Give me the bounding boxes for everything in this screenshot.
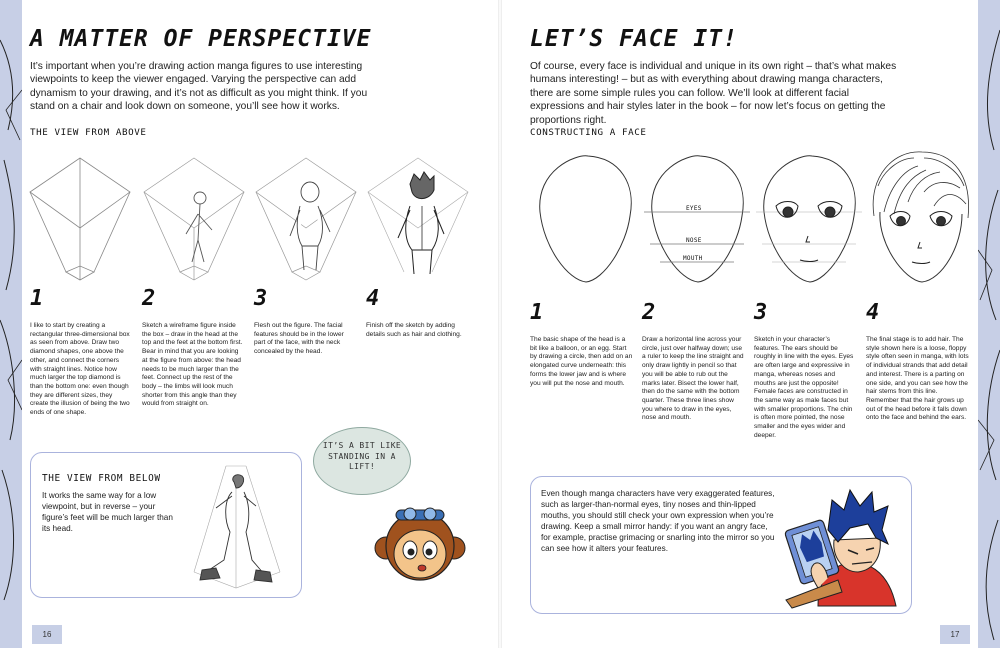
above-step-2-text: Sketch a wireframe figure inside the box – draw in the head at the top and the feet at the bottom first. Bear in mind that you are looking at the figure from above: the head needs to be much larger than the feet. Connect up the rest of the body – the limbs will look much shorter from this angle than they would from straight on. <box>142 322 243 408</box>
right-margin-art <box>978 0 1000 648</box>
face-sketch-2 <box>640 150 752 290</box>
face-step-1-number: 1 <box>530 300 544 325</box>
right-page-number: 17 <box>940 625 970 644</box>
face-sketch-1 <box>528 150 640 290</box>
face-step-3-text: Sketch in your character’s features. The ears should be roughly in line with the eyes. Eyes are often large and expressive in manga, whereas noses and mouths are just the opposite! Female faces are constructed in the same way as male faces but with smaller proportions. The chin is often more pointed, the nose smaller and the eyes wider and deeper. <box>754 336 854 439</box>
sketch-box-3 <box>252 150 360 290</box>
left-page-number: 16 <box>32 625 62 644</box>
face-sketch-3 <box>752 150 864 290</box>
above-step-4-text: Finish off the sketch by adding details such as hair and clothing. <box>366 322 462 338</box>
face-step-3-number: 3 <box>754 300 768 325</box>
right-page-intro: Of course, every face is individual and unique in its own right – that’s what makes humans interesting! – but as with everything about drawing manga characters, there are some simple rules you can follow. We’ll look at different facial expressions and hair styles later in the book – for now let’s focus on getting the proportions right. <box>530 61 897 126</box>
view-from-below-text: It works the same way for a low viewpoint, but in reverse – your figure’s feet will be much larger than its head. <box>42 491 173 533</box>
face-step-2-number: 2 <box>642 300 656 325</box>
above-step-2-number: 2 <box>142 286 156 311</box>
left-page-intro: It’s important when you’re drawing action manga figures to use interesting viewpoints to keep the viewer engaged. Varying the perspective can add dynamism to your drawing, and it’s not as difficult as you might think. If you stand on a chair and look down on someone, you’ll see how it works. <box>30 61 368 113</box>
above-step-1-text: I like to start by creating a rectangular three-dimensional box as seen from above. Draw two diamond shapes, one above the other, and connect the corners with straight lines. Notice how much larger the top diamond is than the bottom one: even though they are different sizes, they create the illusion of being the two ends of one shape. <box>30 322 130 417</box>
face-step-1-text: The basic shape of the head is a bit like a balloon, or an egg. Start by drawing a circle, then add on an elongated curve underneath: this forms the lower jaw and is where you will put the nose and mouth. <box>530 336 633 387</box>
speech-bubble-text: IT’S A BIT LIKE STANDING IN A LIFT! <box>322 441 402 471</box>
above-step-3-number: 3 <box>254 286 268 311</box>
right-page-title: LET’S FACE IT! <box>530 26 738 52</box>
mirror-tip-text: Even though manga characters have very exaggerated features, such as larger-than-normal eyes, tiny noses and thin-lipped mouths, you should still check your own expression when you’re drawing. Keep a small mirror handy: if you want an angry face, for example, practise grimacing or snarling into the mirror so you can see how it alters your features. <box>541 489 775 553</box>
left-page-title: A MATTER OF PERSPECTIVE <box>30 26 372 52</box>
sketch-view-from-below <box>186 460 286 592</box>
view-from-above-heading: THE VIEW FROM ABOVE <box>30 127 147 138</box>
sketch-box-2 <box>140 150 248 290</box>
view-from-below-heading: THE VIEW FROM BELOW <box>42 473 161 484</box>
book-gutter <box>498 0 502 648</box>
face-step-4-number: 4 <box>866 300 880 325</box>
sketch-box-1 <box>26 150 134 290</box>
above-step-3-text: Flesh out the figure. The facial features should be in the lower part of the face, with the neck concealed by the head. <box>254 322 344 356</box>
monkey-character-illustration <box>372 496 468 592</box>
face-sketch-4 <box>864 146 976 292</box>
left-margin-art <box>0 0 22 648</box>
face-step-4-text: The final stage is to add hair. The style shown here is a loose, floppy style often seen in manga, with lots of individual strands that add detail and interest. There is a parting on one side, and you can see how the hair stems from this line. Remember that the hair grows up out of the head before it falls down onto the face and behind the ears. <box>866 336 969 422</box>
boy-with-mirror-illustration <box>778 480 908 610</box>
above-step-1-number: 1 <box>30 286 44 311</box>
face-step-2-text: Draw a horizontal line across your circle, just over halfway down; use a ruler to keep the line straight and only draw lightly in pencil so that you will be able to rub out the marks later. Bisect the lower half, then do the same with the bottom quarter. These three lines show you where to draw in the eyes, nose and mouth. <box>642 336 744 422</box>
above-step-4-number: 4 <box>366 286 380 311</box>
face-label-eyes: EYES <box>686 205 702 212</box>
sketch-box-4 <box>364 150 472 290</box>
constructing-a-face-heading: CONSTRUCTING A FACE <box>530 127 647 138</box>
face-label-nose: NOSE <box>686 237 702 244</box>
face-label-mouth: MOUTH <box>683 255 703 262</box>
